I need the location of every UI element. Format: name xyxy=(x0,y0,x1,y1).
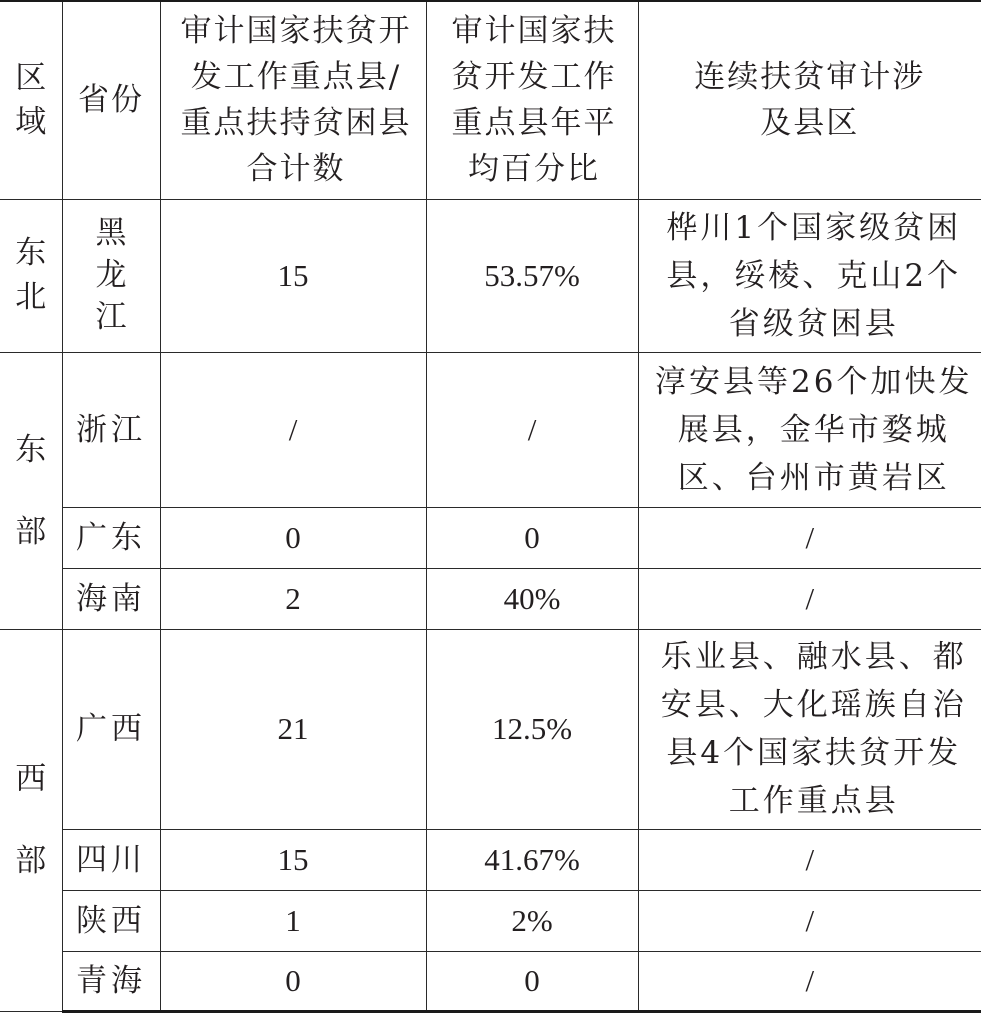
percent-cell: 0 xyxy=(426,951,638,1011)
count-cell: 15 xyxy=(160,199,426,352)
region-cell-east: 东部 xyxy=(0,352,62,629)
count-cell: 15 xyxy=(160,829,426,890)
percent-cell: 40% xyxy=(426,568,638,629)
counties-cell: 桦川1个国家级贫困县，绥棱、克山2个省级贫困县 xyxy=(638,199,981,352)
counties-cell: 乐业县、融水县、都安县、大化瑶族自治县4个国家扶贫开发工作重点县 xyxy=(638,629,981,829)
province-cell: 青海 xyxy=(62,951,160,1011)
header-row xyxy=(0,1,981,199)
count-cell: 2 xyxy=(160,568,426,629)
table-row xyxy=(0,507,981,568)
header-continuous: 连续扶贫审计涉及县区 xyxy=(638,1,981,199)
counties-cell: / xyxy=(638,890,981,951)
counties-cell: 淳安县等26个加快发展县，金华市婺城区、台州市黄岩区 xyxy=(638,352,981,507)
count-cell: / xyxy=(160,352,426,507)
counties-cell: / xyxy=(638,568,981,629)
province-cell: 四川 xyxy=(62,829,160,890)
count-cell: 1 xyxy=(160,890,426,951)
counties-cell: / xyxy=(638,507,981,568)
header-avg-percent: 审计国家扶贫开发工作重点县年平均百分比 xyxy=(426,1,638,199)
header-region: 区域 xyxy=(0,1,62,199)
count-cell: 21 xyxy=(160,629,426,829)
region-cell-northeast: 东北 xyxy=(0,199,62,352)
percent-cell: / xyxy=(426,352,638,507)
percent-cell: 2% xyxy=(426,890,638,951)
region-cell-west: 西部 xyxy=(0,629,62,1011)
percent-cell: 53.57% xyxy=(426,199,638,352)
table-row xyxy=(0,890,981,951)
province-cell: 浙江 xyxy=(62,352,160,507)
province-cell: 广西 xyxy=(62,629,160,829)
percent-cell: 0 xyxy=(426,507,638,568)
percent-cell: 12.5% xyxy=(426,629,638,829)
table-row xyxy=(0,951,981,1011)
table-row xyxy=(0,352,981,507)
header-count: 审计国家扶贫开发工作重点县/重点扶持贫困县合计数 xyxy=(160,1,426,199)
count-cell: 0 xyxy=(160,507,426,568)
table-row xyxy=(0,199,981,352)
province-cell: 陕西 xyxy=(62,890,160,951)
percent-cell: 41.67% xyxy=(426,829,638,890)
counties-cell: / xyxy=(638,829,981,890)
province-cell: 广东 xyxy=(62,507,160,568)
count-cell: 0 xyxy=(160,951,426,1011)
province-cell: 黑龙江 xyxy=(62,199,160,352)
table-row xyxy=(0,629,981,829)
table-row xyxy=(0,568,981,629)
table-row xyxy=(0,829,981,890)
counties-cell: / xyxy=(638,951,981,1011)
header-province: 省份 xyxy=(62,1,160,199)
province-cell: 海南 xyxy=(62,568,160,629)
